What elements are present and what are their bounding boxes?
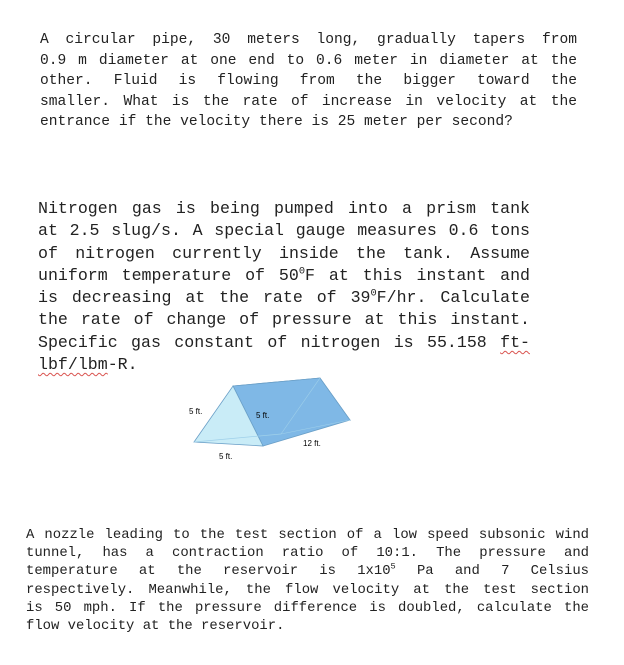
text-run: uniform temperature of 50 bbox=[38, 265, 299, 285]
text-run: temperature at the reservoir is 1x10 bbox=[26, 563, 391, 580]
problem-2-line bbox=[38, 287, 530, 309]
exponent-superscript: 5 bbox=[390, 561, 396, 572]
problem-2-line bbox=[38, 265, 530, 287]
prism-tank-figure bbox=[180, 372, 380, 467]
problem-1-line: smaller. What is the rate of increase in velocity at the bbox=[40, 93, 577, 110]
problem-1-text bbox=[40, 30, 577, 133]
problem-1-line: other. Fluid is flowing from the bigger toward the bbox=[40, 73, 577, 90]
problem-2-line: the rate of change of pressure at this instant. bbox=[38, 310, 530, 330]
dimension-label-left-edge: 5 ft. bbox=[189, 407, 203, 416]
problem-3-text bbox=[26, 526, 589, 635]
problem-3-line: flow velocity at the reservoir. bbox=[26, 618, 285, 635]
problem-3-line: is 50 mph. If the pressure difference is doubled, calculate the bbox=[26, 599, 589, 616]
degree-superscript: 0 bbox=[298, 265, 306, 278]
problem-3-line: respectively. Meanwhile, the flow velocity at the test section bbox=[26, 581, 589, 598]
problem-2-line: at 2.5 slug/s. A special gauge measures 0.6 tons bbox=[38, 221, 530, 241]
dimension-label-top-edge: 5 ft. bbox=[256, 411, 270, 420]
text-run: Pa and 7 Celsius bbox=[395, 563, 589, 580]
problem-2-text bbox=[38, 198, 530, 376]
problem-3-line: A nozzle leading to the test section of a low speed subsonic wind bbox=[26, 527, 589, 543]
problem-1-line: 0.9 m diameter at one end to 0.6 meter in diameter at the bbox=[40, 52, 577, 69]
problem-3-line: tunnel, has a contraction ratio of 10:1. The pressure and bbox=[26, 545, 589, 562]
spellcheck-flagged-word[interactable]: ft- bbox=[500, 332, 530, 352]
dimension-label-base: 5 ft. bbox=[219, 452, 233, 461]
degree-superscript: 0 bbox=[370, 287, 377, 300]
problem-3-line bbox=[26, 562, 589, 580]
dimension-label-length: 12 ft. bbox=[303, 439, 321, 448]
problem-2-line bbox=[38, 332, 530, 354]
text-run: -R. bbox=[107, 355, 138, 375]
text-run: F/hr. Calculate bbox=[376, 288, 530, 308]
spellcheck-flagged-word[interactable]: lbf/lbm bbox=[38, 355, 108, 375]
text-run: F at this instant and bbox=[305, 265, 530, 285]
problem-1-line: entrance if the velocity there is 25 meter per second? bbox=[40, 114, 513, 131]
text-run: Specific gas constant of nitrogen is 55.158 bbox=[38, 332, 501, 352]
problem-1-line: A circular pipe, 30 meters long, gradually tapers from bbox=[40, 32, 577, 48]
text-run: is decreasing at the rate of 39 bbox=[38, 288, 371, 308]
problem-2-line: Nitrogen gas is being pumped into a prism tank bbox=[38, 199, 530, 218]
problem-2-line: of nitrogen currently inside the tank. Assume bbox=[38, 243, 530, 263]
